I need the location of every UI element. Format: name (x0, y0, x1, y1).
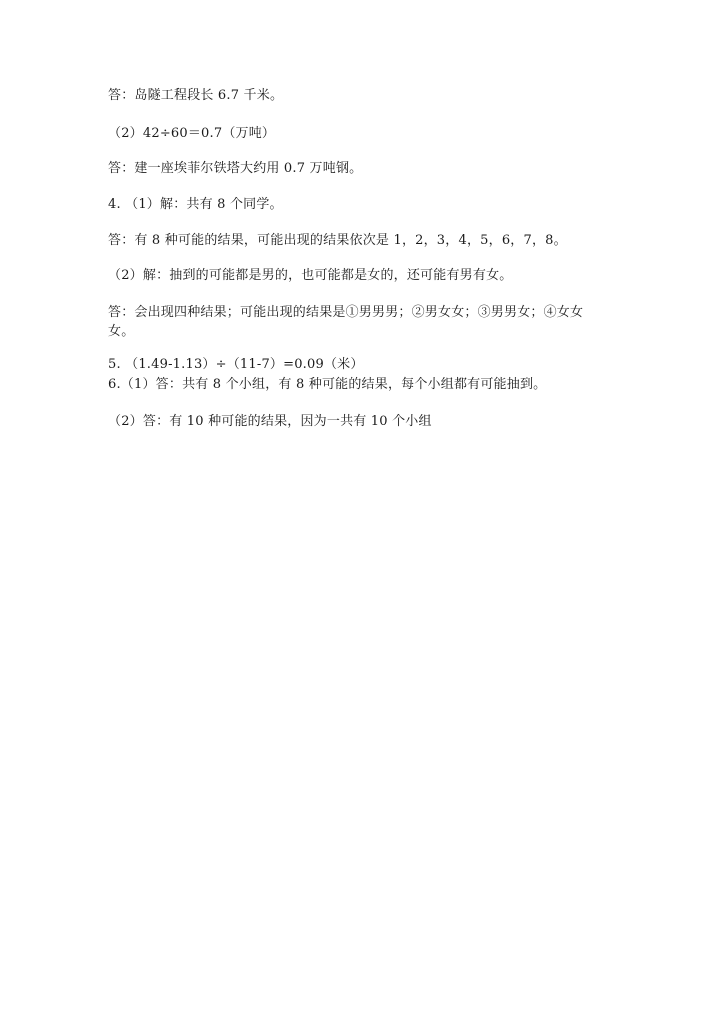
question-4-part-2-solution: （2）解：抽到的可能都是男的，也可能都是女的，还可能有男有女。 (108, 268, 513, 283)
question-4-part-1-solution: 4. （1）解：共有 8 个同学。 (108, 197, 283, 212)
question-6-part-1-answer: 6.（1）答：共有 8 个小组，有 8 种可能的结果，每个小组都有可能抽到。 (108, 377, 547, 392)
answer-eiffel-tower-steel: 答：建一座埃菲尔铁塔大约用 0.7 万吨钢。 (108, 161, 363, 176)
calculation-steel-tonnage: （2）42÷60＝0.7（万吨） (108, 126, 276, 141)
question-6-part-2-answer: （2）答：有 10 种可能的结果，因为一共有 10 个小组 (108, 414, 432, 429)
answer-four-outcomes: 答：会出现四种结果；可能出现的结果是①男男男；②男女女；③男男女；④女女女。 (108, 305, 584, 339)
question-5-calculation: 5. （1.49-1.13）÷（11-7）=0.09（米） (108, 357, 364, 372)
answer-tunnel-length: 答：岛隧工程段长 6.7 千米。 (108, 88, 284, 103)
answer-possible-results: 答：有 8 种可能的结果，可能出现的结果依次是 1，2，3，4，5，6，7，8。 (108, 233, 567, 248)
